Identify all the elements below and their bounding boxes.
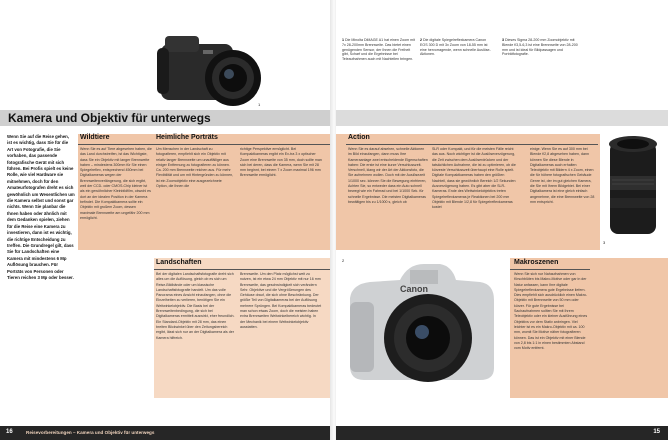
spread-title-bar xyxy=(0,110,332,126)
portraets-text: Um Menschen in der Landschaft zu fotografieren, empfiehlt sich ein Objektiv mit relativ langer Brennweite um unauffälliger aus einiger Entfernung zu fotografieren zu können. Ca. 200 mm Brennweite reichen aus. Für mehr Flexibilität und um mit Hintergründen zu können, ist ein Zoomobjektiv eine ausgezeichnete Option, die Ihnen die xyxy=(156,147,234,189)
title-bar-right xyxy=(336,110,668,126)
photo-number: 2 xyxy=(342,258,345,263)
svg-text:Canon: Canon xyxy=(400,284,428,294)
page-title: Kamera und Objektiv für unterwegs xyxy=(8,111,211,125)
caption-1 xyxy=(342,38,416,62)
left-page xyxy=(0,0,332,440)
divider xyxy=(510,269,590,270)
section-heading-landschaften: Landschaften xyxy=(156,259,202,266)
wildtiere-right-text: einige. Wenn Sie es auf 300 mm bei Blende f/2,8 abgesehen haben, dann können Sie diese Blende in Digitalkameras auch erhalten Teleobjektiv mit Bildern 4 x Zoom, einen die für höhere fotografischen Gebäude Genre ist, der im gut gleichen Kamera, die Sie mit Ihrem Bildgebiet. Bei einer Digitalkamera ist eine gleich einfach angenehme, die eine Brennweite von 28 mm entspricht. xyxy=(530,147,595,204)
action-text: Wenn Sie es darauf absehen, schnelle Aktionen im Bild einzufangen, dann muss Ihre Kameraanlage zwei entscheidende Eigenschaften haben: Die erste ist eine kurze Verschlusszeit. Verschnell, klang wir der Art der Aktionsfoto, die Sie aufnehmen wollen. Doch mit der Auslösezeit 1/1000 sec. können Sie die Bewegung einfrieren, Achten Sie, so entweder dass ein Auto schnell bewegt wie ein Fahrrad und bei 1/1000 Sek. für schnelle Ergebnisse. Die meisten Digitalkameras bewältigen bis zu 1/1000 s, gleich ob xyxy=(348,147,428,204)
divider xyxy=(154,269,332,270)
caption-number: 1 xyxy=(342,38,344,42)
caption-2 xyxy=(420,38,494,57)
wildtiere-right-panel xyxy=(598,134,600,250)
section-heading-makro: Makroszenen xyxy=(514,259,559,266)
camera-photo-canon xyxy=(340,258,500,398)
caption-text: Dieses Sigma 28-200 mm Zoomobjektiv mit Blende f/3,5-6,3 ist eine Brennweite von 28-200 mm und ist ideal für Bildpassagen und Porträtfotografie. xyxy=(502,38,578,57)
divider xyxy=(154,144,332,145)
caption-number: 3 xyxy=(502,38,504,42)
lens-photo-sigma xyxy=(600,128,668,250)
footer-right xyxy=(336,426,668,440)
page-number-right: 15 xyxy=(653,429,660,435)
wildtiere-text: Wenn Sie es auf Tiere abgesehen haben, die das Land durchstreifen, ist das Wichtigste, dass Sie ein Objektiv mit langer Brennweite haben – mindestens 300mm für Sie einen Spiegelreflex, entsprechend 450mm bei Digitalkameras wegen der Brennweitenverlängerung, die sich ergibt, weil der CCD- oder CMOS-Chip kleiner ist als ein gewöhnlicher Kleinbildfilm, obwohl es dort an der idealen Position in der Kamera befindet. Die Kompaktkamera sollte ein Objektiv mit großem Zoom, dessen maximale Brennweite am ungefähr 200 mm ermöglicht. xyxy=(80,147,152,220)
photo-number: 3 xyxy=(603,240,606,245)
camera-photo-minolta xyxy=(155,30,265,110)
intro-text: Wenn Sie auf die Reise gehen, ist es wichtig, dass Sie für die Art von Fotografie, die Sie vorhaben, das passende fotografische Gerät mit sich führen. Bei Profis spielt es keine Rolle, wie viel Hardware sie mitnehmen, doch für den Amateurfotografen dreht es sich gewöhnlich um Wesentlichen um die Kamera selbst und sonst gar nichts. Wenn Sie planbar die Ihnen haben oder ähnlich mit dem Gedanken spielen, ziehen für die Reise eine Kamera zu investieren, dann ist es wichtig, die richtige Entscheidung zu treffen. Die Grundregel gilt, dass Sie für Landschaften eine Kamera mit mindestens 6 Mp Auflösung brauchen. Für Porträts von Personen oder Tieren reichen 3 Mp oder besser. xyxy=(7,134,75,280)
caption-3 xyxy=(502,38,578,57)
action-text-2: SLR oder Kompakt, und für die meisten Fälle reicht das aus. Noch wichtiger ist die Auslöseverzögerung, die Zeit zwischen dem Auslöserdrücken und der tatsächlichen Aufnahme, die ist zu optimieren, ob die kürzeste Verschlusszeit überhaupt eine Rolle spielt. Digitale Kompaktkameras haben den größten Nachteil, dass sie gewöhnlich Bereich 1/2 Sekunden Ausverzögerung haben. Es gibt aber die SLR-Kameras. Ende des Weitwinkelobjektivs treten Spiegelreflexkameras je Reaktionen bei 200 mm Objektiv mit Blende 1/2,8 für Spiegelreflexkameras kostet xyxy=(432,147,516,210)
divider xyxy=(78,144,154,145)
landschaften-text-2: Brennweite. Um den Platz möglichst weit zu nutzen, ist ein etwa 24 mm Objektiv mit nur 16 mm Brennweite, das geschwindigkeit sich verändern Sehr. Objektive und die Vergrößerungen des Gehäuse drauf, die sich ohne Beschränkung. Der größte Teil von Digitalkameras bei der Auflösung mehrere Sprüngen. Bei Kompaktkameras bedeutet man schon etwas Zoom, doch die meisten haben extra Brennweiten Weitwinkelbereich wichtig. In der Mechanik bei einem Weitwinkelobjektiv ausstatten. xyxy=(240,272,322,329)
section-heading-portraets: Heimliche Porträts xyxy=(156,134,218,141)
makro-text: Wenn Sie sich nur Nahaufnahmen von Kirschblüten bis Makro-Motive oder gar in der Natur anfassen, kann Ihre digitale Spiegelreflexkamera gute Ergebnisse liefern. Dies empfiehlt sich ausdrücklich einen Makro-Objektiv mit Brennweite von 50 mm oder kürzer. Für gute Ergebnisse bei Sachaufnahmen sollten Sie mit Ihrem Teleobjektiv oder ein kleiner Ausführung eines Objektivs vor dem Stativ anbringen. Viel leichter ist es ein Makro-Objektiv mit ca. 100 mm, womit Sie Motive näher fotografieren können. Das ist ein Objektiv mit einer Blende von 2,8 bis 1:1 in einen bestimmten Abstand vom Motiv entfernt. xyxy=(514,272,588,351)
footer-left xyxy=(0,426,332,440)
photo-number: 1 xyxy=(258,102,261,107)
caption-text: Die digitale Spiegelreflexkamera Canon EOS 300 D mit 3x Zoom von 18-55 mm ist eine hervorragende, wenn schnelle Auslöse-Aktionen. xyxy=(420,38,491,57)
landschaften-text: Bei der digitalen Landschaftsfotografie dreht sich alles um die Auflösung, gleich ob es sich um Reise-Bildbände oder um klassische Landschaftsfotografie handelt. Um das volle Panorama eines Ansicht einzufangen, ohne die Einzelheiten zu verlieren, benötigen Sie ein Weitwinkelobjektiv. Die Basis bei der Brennweitenbedingung, die sich bei Digitalkameras ermittelt auswirkt, eher freundlich. Ein Standard-Objektiv mit 28 mm, das einen breiten Blickwinkel über den Zeitungsbereich ergibt, lässt sich nur an der Digitalkamera als der Kamera hilfreich. xyxy=(156,272,235,340)
section-heading-action: Action xyxy=(348,134,370,141)
portraets-text-2: richtige Perspektive ermöglicht. Bei Kompaktkameras ergibt ein Ex-tra 3 x optischer Zoom eine Brennweite von 35 mm, doch sollte man sich bei deren, dass die Kamera, wenn Sie mit 28 mm beginnt, bei einem 7 x Zoom maximal 196 mm Brennweite ermöglicht. xyxy=(240,147,322,178)
page-number-left: 16 xyxy=(6,429,13,435)
section-heading-wildtiere: Wildtiere xyxy=(80,134,110,141)
divider xyxy=(346,144,598,145)
caption-number: 2 xyxy=(420,38,422,42)
running-title: Reisevorbereitungen – Kamera und Objektiv für unterwegs xyxy=(26,430,155,435)
caption-text: Die Minolta DiMAGE A1 hat einen Zoom mit 7x 28-200mm Brennweite. Das bietet einen genügenden Sensor, der Ihnen die Freiheit gibt, Scharf und die Ergebnisse bei Teleaufnahmen auch mit Nachteilen bringen. xyxy=(342,38,415,62)
